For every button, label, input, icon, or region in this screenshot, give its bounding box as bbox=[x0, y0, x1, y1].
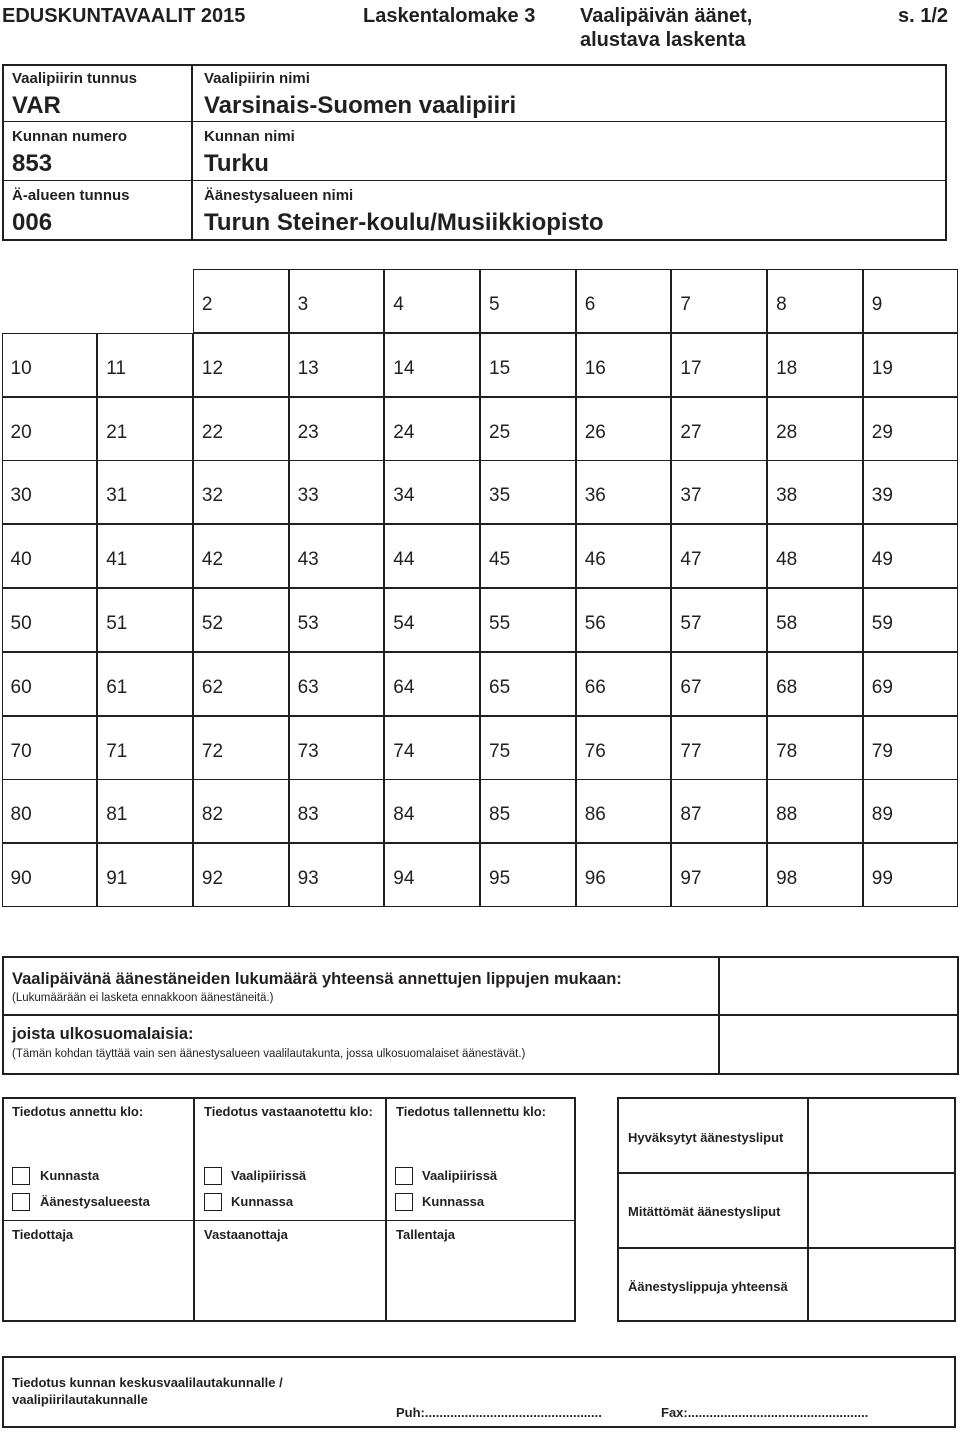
grid-cell[interactable] bbox=[767, 524, 863, 588]
grid-cell-number: 95 bbox=[489, 867, 511, 889]
footer-recipient-line2: vaalipiirilautakunnalle bbox=[12, 1392, 148, 1407]
form-title: Laskentalomake 3 bbox=[363, 5, 536, 27]
grid-cell-number: 64 bbox=[393, 676, 415, 698]
grid-cell[interactable] bbox=[767, 269, 863, 333]
grid-cell[interactable] bbox=[384, 716, 480, 780]
grid-cell-number: 43 bbox=[297, 548, 319, 570]
grid-cell-number: 55 bbox=[489, 612, 511, 634]
district-name-label: Vaalipiirin nimi bbox=[204, 70, 310, 87]
grid-cell-number: 91 bbox=[106, 867, 128, 889]
grid-cell[interactable] bbox=[97, 333, 193, 397]
grid-cell-number: 61 bbox=[106, 676, 128, 698]
grid-cell-number: 47 bbox=[680, 548, 702, 570]
grid-cell-number: 58 bbox=[776, 612, 798, 634]
ident-row-divider-2 bbox=[2, 180, 947, 181]
grid-cell[interactable] bbox=[576, 460, 672, 524]
checkbox-saved-district-label: Vaalipiirissä bbox=[422, 1168, 498, 1183]
grid-cell[interactable] bbox=[576, 524, 672, 588]
grid-cell-number: 33 bbox=[297, 484, 319, 506]
page-number: s. 1/2 bbox=[898, 5, 949, 27]
grid-cell[interactable] bbox=[576, 843, 672, 907]
grid-cell-number: 38 bbox=[776, 484, 798, 506]
ident-divider bbox=[191, 64, 193, 241]
district-name-value: Varsinais-Suomen vaalipiiri bbox=[204, 92, 517, 119]
grid-cell-number: 12 bbox=[201, 357, 224, 379]
grid-cell-number: 4 bbox=[393, 293, 404, 315]
grid-cell[interactable] bbox=[576, 333, 672, 397]
grid-cell[interactable] bbox=[863, 397, 959, 461]
grid-cell-number: 76 bbox=[584, 740, 606, 762]
voters-total-label: Vaalipäivänä äänestäneiden lukumäärä yhteensä annettujen lippujen mukaan: bbox=[12, 970, 622, 988]
grid-cell-number: 35 bbox=[489, 484, 511, 506]
grid-cell[interactable] bbox=[289, 269, 385, 333]
grid-cell[interactable] bbox=[289, 588, 385, 652]
grid-cell[interactable] bbox=[863, 588, 959, 652]
municipality-number-label: Kunnan numero bbox=[12, 128, 127, 145]
checkbox-received-district-label: Vaalipiirissä bbox=[231, 1168, 307, 1183]
grid-cell[interactable] bbox=[193, 779, 289, 843]
grid-cell[interactable] bbox=[480, 779, 576, 843]
grid-cell[interactable] bbox=[480, 460, 576, 524]
grid-cell[interactable] bbox=[193, 588, 289, 652]
grid-cell-number: 62 bbox=[201, 676, 224, 698]
grid-cell[interactable] bbox=[671, 779, 767, 843]
district-code-label: Vaalipiirin tunnus bbox=[12, 70, 138, 87]
checkbox-saved-district[interactable] bbox=[395, 1167, 413, 1185]
grid-cell-number: 98 bbox=[776, 867, 798, 889]
grid-cell[interactable] bbox=[671, 269, 767, 333]
grid-cell-number: 40 bbox=[10, 548, 32, 570]
checkbox-from-area-label: Äänestysalueesta bbox=[40, 1194, 150, 1209]
grid-cell-number: 16 bbox=[584, 357, 606, 379]
abroad-voters-label: joista ulkosuomalaisia: bbox=[12, 1025, 194, 1043]
grid-cell[interactable] bbox=[97, 460, 193, 524]
grid-cell-number: 82 bbox=[201, 803, 224, 825]
grid-cell-number: 15 bbox=[489, 357, 511, 379]
grid-cell-number: 20 bbox=[10, 421, 32, 443]
grid-cell[interactable] bbox=[384, 843, 480, 907]
grid-cell[interactable] bbox=[767, 652, 863, 716]
grid-cell[interactable] bbox=[767, 460, 863, 524]
grid-cell[interactable] bbox=[480, 333, 576, 397]
grid-cell[interactable] bbox=[289, 652, 385, 716]
grid-cell-number: 53 bbox=[297, 612, 319, 634]
grid-cell[interactable] bbox=[576, 716, 672, 780]
grid-cell[interactable] bbox=[2, 588, 98, 652]
grid-cell-number: 39 bbox=[871, 484, 893, 506]
grid-cell[interactable] bbox=[863, 460, 959, 524]
grid-cell-number: 7 bbox=[680, 293, 691, 315]
grid-cell-number: 52 bbox=[201, 612, 224, 634]
grid-cell-number: 66 bbox=[584, 676, 606, 698]
grid-cell[interactable] bbox=[671, 397, 767, 461]
grid-cell-number: 56 bbox=[584, 612, 606, 634]
grid-cell-number: 86 bbox=[584, 803, 606, 825]
notice-saved-label: Tiedotus tallennettu klo: bbox=[396, 1104, 546, 1119]
grid-cell-number: 14 bbox=[393, 357, 415, 379]
grid-cell[interactable] bbox=[767, 716, 863, 780]
checkbox-saved-municipality-label: Kunnassa bbox=[422, 1194, 485, 1209]
grid-cell-number: 42 bbox=[201, 548, 224, 570]
grid-cell-number: 36 bbox=[584, 484, 606, 506]
grid-cell[interactable] bbox=[767, 333, 863, 397]
grid-cell-number: 57 bbox=[680, 612, 702, 634]
grid-cell[interactable] bbox=[193, 652, 289, 716]
grid-cell[interactable] bbox=[576, 652, 672, 716]
grid-cell[interactable] bbox=[480, 397, 576, 461]
grid-cell-number: 9 bbox=[871, 293, 883, 315]
total-ballots-label: Äänestyslippuja yhteensä bbox=[628, 1279, 788, 1294]
grid-cell-number: 96 bbox=[584, 867, 606, 889]
notice-box bbox=[2, 1097, 576, 1322]
area-name-value: Turun Steiner-koulu/Musiikkiopisto bbox=[204, 209, 604, 236]
notice-received-label: Tiedotus vastaanotettu klo: bbox=[204, 1104, 373, 1119]
area-name-label: Äänestysalueen nimi bbox=[204, 187, 354, 204]
grid-cell-number: 22 bbox=[201, 421, 224, 443]
grid-cell[interactable] bbox=[2, 716, 98, 780]
receiver-label: Vastaanottaja bbox=[204, 1227, 288, 1242]
district-code-value: VAR bbox=[12, 92, 61, 119]
grid-cell-number: 83 bbox=[297, 803, 319, 825]
grid-cell[interactable] bbox=[480, 843, 576, 907]
saver-label: Tallentaja bbox=[396, 1227, 456, 1242]
grid-cell[interactable] bbox=[863, 333, 959, 397]
rejected-ballots-field[interactable] bbox=[811, 1176, 954, 1245]
checkbox-received-municipality[interactable] bbox=[204, 1193, 222, 1211]
grid-cell-number: 75 bbox=[489, 740, 511, 762]
grid-cell-number: 37 bbox=[680, 484, 702, 506]
grid-cell-number: 50 bbox=[10, 612, 32, 634]
grid-cell-number: 2 bbox=[201, 293, 213, 315]
grid-cell-number: 5 bbox=[489, 293, 500, 315]
grid-cell-number: 99 bbox=[871, 867, 893, 889]
checkbox-received-municipality-label: Kunnassa bbox=[231, 1194, 294, 1209]
grid-cell-number: 88 bbox=[776, 803, 798, 825]
grid-cell[interactable] bbox=[480, 524, 576, 588]
grid-cell-number: 30 bbox=[10, 484, 32, 506]
grid-cell[interactable] bbox=[289, 460, 385, 524]
grid-cell-number: 78 bbox=[776, 740, 798, 762]
grid-cell-number: 51 bbox=[106, 612, 128, 634]
grid-cell[interactable] bbox=[671, 716, 767, 780]
grid-cell[interactable] bbox=[863, 779, 959, 843]
grid-cell-number: 29 bbox=[871, 421, 893, 443]
grid-cell-number: 27 bbox=[680, 421, 702, 443]
grid-cell-number: 31 bbox=[106, 484, 128, 506]
checkbox-received-district[interactable] bbox=[204, 1167, 222, 1185]
grid-cell[interactable] bbox=[97, 716, 193, 780]
grid-cell[interactable] bbox=[2, 779, 98, 843]
area-code-label: Ä-alueen tunnus bbox=[12, 187, 130, 204]
grid-cell-number: 97 bbox=[680, 867, 702, 889]
grid-cell-number: 3 bbox=[297, 293, 309, 315]
grid-cell[interactable] bbox=[2, 460, 98, 524]
checkbox-from-municipality[interactable] bbox=[12, 1167, 30, 1185]
notice-divider-2 bbox=[385, 1097, 387, 1322]
grid-cell[interactable] bbox=[384, 397, 480, 461]
grid-cell-number: 26 bbox=[584, 421, 606, 443]
grid-cell-number: 67 bbox=[680, 676, 702, 698]
notice-divider-1 bbox=[193, 1097, 195, 1322]
grid-cell-number: 79 bbox=[871, 740, 893, 762]
fax-field[interactable]: Fax:.................................................. bbox=[661, 1405, 869, 1420]
grid-cell[interactable] bbox=[384, 779, 480, 843]
grid-cell-number: 89 bbox=[871, 803, 893, 825]
grid-cell[interactable] bbox=[97, 524, 193, 588]
grid-cell[interactable] bbox=[576, 779, 672, 843]
grid-cell[interactable] bbox=[480, 716, 576, 780]
footer-recipient-line1: Tiedotus kunnan keskusvaalilautakunnalle / bbox=[12, 1375, 283, 1390]
grid-cell[interactable] bbox=[2, 397, 98, 461]
grid-cell[interactable] bbox=[671, 588, 767, 652]
grid-cell-number: 10 bbox=[10, 357, 32, 379]
grid-cell-number: 13 bbox=[297, 357, 319, 379]
grid-cell[interactable] bbox=[97, 779, 193, 843]
grid-cell-number: 17 bbox=[680, 357, 702, 379]
accepted-ballots-label: Hyväksytyt äänestysliput bbox=[628, 1130, 784, 1145]
form-subject-line1: Vaalipäivän äänet, bbox=[580, 5, 753, 27]
abroad-voters-field[interactable] bbox=[722, 1018, 956, 1072]
grid-cell-number: 41 bbox=[106, 548, 128, 570]
checkbox-saved-municipality[interactable] bbox=[395, 1193, 413, 1211]
grid-cell-number: 19 bbox=[871, 357, 893, 379]
grid-cell-number: 87 bbox=[680, 803, 702, 825]
sender-label: Tiedottaja bbox=[12, 1227, 74, 1242]
grid-cell-number: 25 bbox=[489, 421, 511, 443]
grid-cell-number: 74 bbox=[393, 740, 415, 762]
grid-cell[interactable] bbox=[863, 652, 959, 716]
grid-cell[interactable] bbox=[671, 843, 767, 907]
grid-cell-number: 32 bbox=[201, 484, 224, 506]
form-subject-line2: alustava laskenta bbox=[580, 29, 746, 51]
grid-cell[interactable] bbox=[289, 524, 385, 588]
grid-cell[interactable] bbox=[97, 652, 193, 716]
grid-cell-number: 49 bbox=[871, 548, 893, 570]
grid-cell-number: 71 bbox=[106, 740, 128, 762]
grid-cell[interactable] bbox=[97, 588, 193, 652]
grid-cell[interactable] bbox=[767, 588, 863, 652]
grid-cell-number: 80 bbox=[10, 803, 32, 825]
grid-cell[interactable] bbox=[289, 779, 385, 843]
grid-cell-number: 54 bbox=[393, 612, 415, 634]
grid-cell[interactable] bbox=[289, 716, 385, 780]
grid-cell[interactable] bbox=[480, 588, 576, 652]
ballots-row-divider-2 bbox=[617, 1247, 956, 1249]
grid-cell-number: 18 bbox=[776, 357, 798, 379]
municipality-number-value: 853 bbox=[12, 150, 53, 177]
grid-cell-number: 63 bbox=[297, 676, 319, 698]
grid-cell[interactable] bbox=[671, 524, 767, 588]
grid-cell[interactable] bbox=[480, 269, 576, 333]
grid-cell-number: 68 bbox=[776, 676, 798, 698]
grid-cell-number: 46 bbox=[584, 548, 606, 570]
notice-row-divider bbox=[2, 1220, 576, 1221]
grid-cell[interactable] bbox=[576, 588, 672, 652]
rejected-ballots-label: Mitättömät äänestysliput bbox=[628, 1204, 781, 1219]
voters-total-note: (Lukumäärään ei lasketa ennakkoon äänestäneitä.) bbox=[12, 992, 274, 1004]
grid-cell-number: 6 bbox=[584, 293, 596, 315]
grid-cell[interactable] bbox=[671, 460, 767, 524]
grid-cell-number: 21 bbox=[106, 421, 128, 443]
grid-cell-number: 34 bbox=[393, 484, 415, 506]
grid-cell-number: 84 bbox=[393, 803, 415, 825]
checkbox-from-municipality-label: Kunnasta bbox=[40, 1168, 100, 1183]
grid-cell[interactable] bbox=[384, 524, 480, 588]
grid-cell-number: 24 bbox=[393, 421, 415, 443]
grid-cell[interactable] bbox=[2, 333, 98, 397]
grid-cell-number: 28 bbox=[776, 421, 798, 443]
grid-cell-number: 44 bbox=[393, 548, 415, 570]
grid-cell[interactable] bbox=[384, 333, 480, 397]
grid-cell[interactable] bbox=[671, 333, 767, 397]
grid-cell-number: 77 bbox=[680, 740, 702, 762]
grid-cell[interactable] bbox=[2, 843, 98, 907]
grid-cell[interactable] bbox=[767, 843, 863, 907]
grid-cell-number: 85 bbox=[489, 803, 511, 825]
grid-cell[interactable] bbox=[97, 843, 193, 907]
grid-cell[interactable] bbox=[2, 652, 98, 716]
grid-cell[interactable] bbox=[576, 397, 672, 461]
grid-cell-number: 48 bbox=[776, 548, 798, 570]
grid-cell-number: 60 bbox=[10, 676, 32, 698]
accepted-ballots-field[interactable] bbox=[811, 1101, 954, 1170]
grid-cell[interactable] bbox=[97, 397, 193, 461]
checkbox-from-area[interactable] bbox=[12, 1193, 30, 1211]
grid-cell-number: 23 bbox=[297, 421, 319, 443]
election-title: EDUSKUNTAVAALIT 2015 bbox=[2, 5, 246, 27]
grid-cell[interactable] bbox=[863, 843, 959, 907]
grid-cell[interactable] bbox=[767, 397, 863, 461]
ballots-divider bbox=[807, 1097, 809, 1322]
grid-cell-number: 65 bbox=[489, 676, 511, 698]
grid-cell[interactable] bbox=[384, 460, 480, 524]
abroad-voters-note: (Tämän kohdan täyttää vain sen äänestysalueen vaalilautakunta, jossa ulkosuomalaiset äänestävät.) bbox=[12, 1048, 526, 1060]
grid-cell-number: 72 bbox=[201, 740, 224, 762]
totals-row-divider bbox=[2, 1014, 959, 1016]
grid-cell-number: 81 bbox=[106, 803, 128, 825]
municipality-name-label: Kunnan nimi bbox=[204, 128, 295, 145]
grid-cell[interactable] bbox=[384, 588, 480, 652]
municipality-name-value: Turku bbox=[204, 150, 269, 177]
voters-total-field[interactable] bbox=[722, 960, 956, 1012]
notice-given-label: Tiedotus annettu klo: bbox=[12, 1104, 144, 1119]
grid-cell[interactable] bbox=[384, 652, 480, 716]
grid-cell[interactable] bbox=[289, 333, 385, 397]
grid-cell[interactable] bbox=[289, 843, 385, 907]
grid-cell[interactable] bbox=[193, 843, 289, 907]
grid-cell-number: 94 bbox=[393, 867, 415, 889]
ballots-row-divider-1 bbox=[617, 1172, 956, 1174]
grid-cell[interactable] bbox=[863, 524, 959, 588]
grid-cell-number: 93 bbox=[297, 867, 319, 889]
grid-cell-number: 92 bbox=[201, 867, 224, 889]
grid-cell-number: 11 bbox=[106, 357, 126, 379]
grid-cell[interactable] bbox=[193, 397, 289, 461]
grid-cell[interactable] bbox=[863, 269, 959, 333]
grid-cell-number: 8 bbox=[776, 293, 787, 315]
grid-cell[interactable] bbox=[576, 269, 672, 333]
grid-cell[interactable] bbox=[289, 397, 385, 461]
total-ballots-field[interactable] bbox=[811, 1251, 954, 1320]
grid-cell-number: 70 bbox=[10, 740, 32, 762]
grid-cell-number: 73 bbox=[297, 740, 319, 762]
grid-cell[interactable] bbox=[2, 524, 98, 588]
grid-cell-number: 59 bbox=[871, 612, 893, 634]
area-code-value: 006 bbox=[12, 209, 53, 236]
grid-cell-number: 69 bbox=[871, 676, 893, 698]
grid-cell[interactable] bbox=[193, 716, 289, 780]
phone-field[interactable]: Puh:................................................. bbox=[396, 1405, 602, 1420]
grid-cell[interactable] bbox=[480, 652, 576, 716]
grid-cell[interactable] bbox=[671, 652, 767, 716]
grid-cell[interactable] bbox=[193, 524, 289, 588]
grid-cell[interactable] bbox=[193, 269, 289, 333]
ident-row-divider-1 bbox=[2, 121, 947, 122]
grid-cell-number: 45 bbox=[489, 548, 511, 570]
grid-cell[interactable] bbox=[384, 269, 480, 333]
grid-cell[interactable] bbox=[863, 716, 959, 780]
grid-cell[interactable] bbox=[193, 333, 289, 397]
grid-cell[interactable] bbox=[767, 779, 863, 843]
grid-cell[interactable] bbox=[193, 460, 289, 524]
grid-cell-number: 90 bbox=[10, 867, 32, 889]
